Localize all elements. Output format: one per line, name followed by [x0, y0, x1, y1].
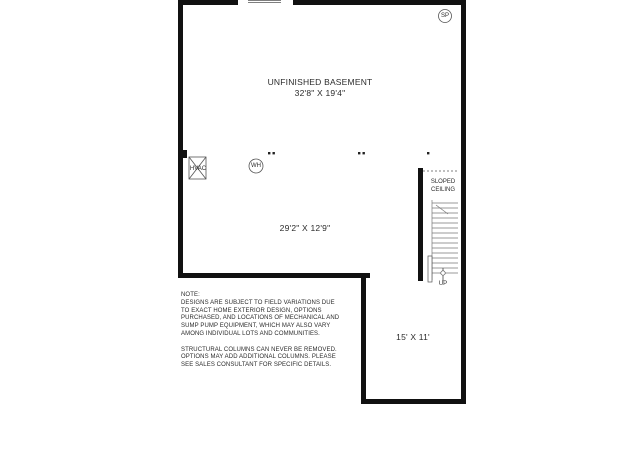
sloped-ceiling-label-2: CEILING: [430, 187, 455, 193]
stair-wall: [418, 168, 423, 281]
note-line: DESIGNS ARE SUBJECT TO FIELD VARIATIONS DUE: [181, 299, 335, 306]
stair-arrow-start: [441, 271, 445, 275]
window: [248, 1, 281, 3]
left-wall-notch: [183, 150, 187, 158]
stair-post: [428, 256, 432, 282]
right-wall: [461, 0, 466, 404]
room-size-main: 32'8" X 19'4": [294, 88, 346, 98]
stair-treads: [432, 203, 458, 273]
note-heading: NOTE:: [181, 292, 200, 298]
water-heater-label: WH: [251, 163, 261, 169]
note-line: PURCHASED, AND LOCATIONS OF MECHANICAL AND: [181, 315, 340, 322]
side-room-bottom-wall: [361, 399, 466, 404]
note-line: OPTIONS MAY ADD ADDITIONAL COLUMNS. PLEASE: [181, 354, 336, 361]
side-room-left-wall: [361, 273, 366, 404]
column: [358, 152, 360, 154]
left-wall: [178, 0, 183, 278]
column: [273, 152, 275, 154]
sump-pump-label: SP: [440, 13, 449, 19]
column: [427, 152, 429, 154]
hvac-label: HVAC: [189, 166, 207, 172]
note-line: STRUCTURAL COLUMNS CAN NEVER BE REMOVED.: [181, 346, 337, 353]
note-line: AMONG INDIVIDUAL LOTS AND COMMUNITIES.: [181, 330, 320, 337]
top-wall-left: [178, 0, 238, 5]
room-size-side: 15' X 11': [396, 332, 430, 342]
column: [363, 152, 365, 154]
staircase: [418, 168, 459, 282]
columns: [268, 152, 429, 154]
sloped-ceiling-label-1: SLOPED: [430, 179, 456, 185]
top-wall-right: [293, 0, 466, 5]
room-size-lower: 29'2" X 12'9": [279, 223, 331, 233]
disclaimer-note: [181, 292, 361, 370]
note-line: SUMP PUMP EQUIPMENT, WHICH MAY ALSO VARY: [181, 323, 331, 330]
note-line: TO EXACT HOME EXTERIOR DESIGN, OPTIONS: [181, 307, 322, 314]
note-line: SEE SALES CONSULTANT FOR SPECIFIC DETAILS.: [181, 362, 332, 369]
bottom-wall-main: [178, 273, 370, 278]
room-name-main: UNFINISHED BASEMENT: [267, 77, 373, 87]
stairs-up-label: UP: [438, 281, 448, 287]
column: [268, 152, 270, 154]
